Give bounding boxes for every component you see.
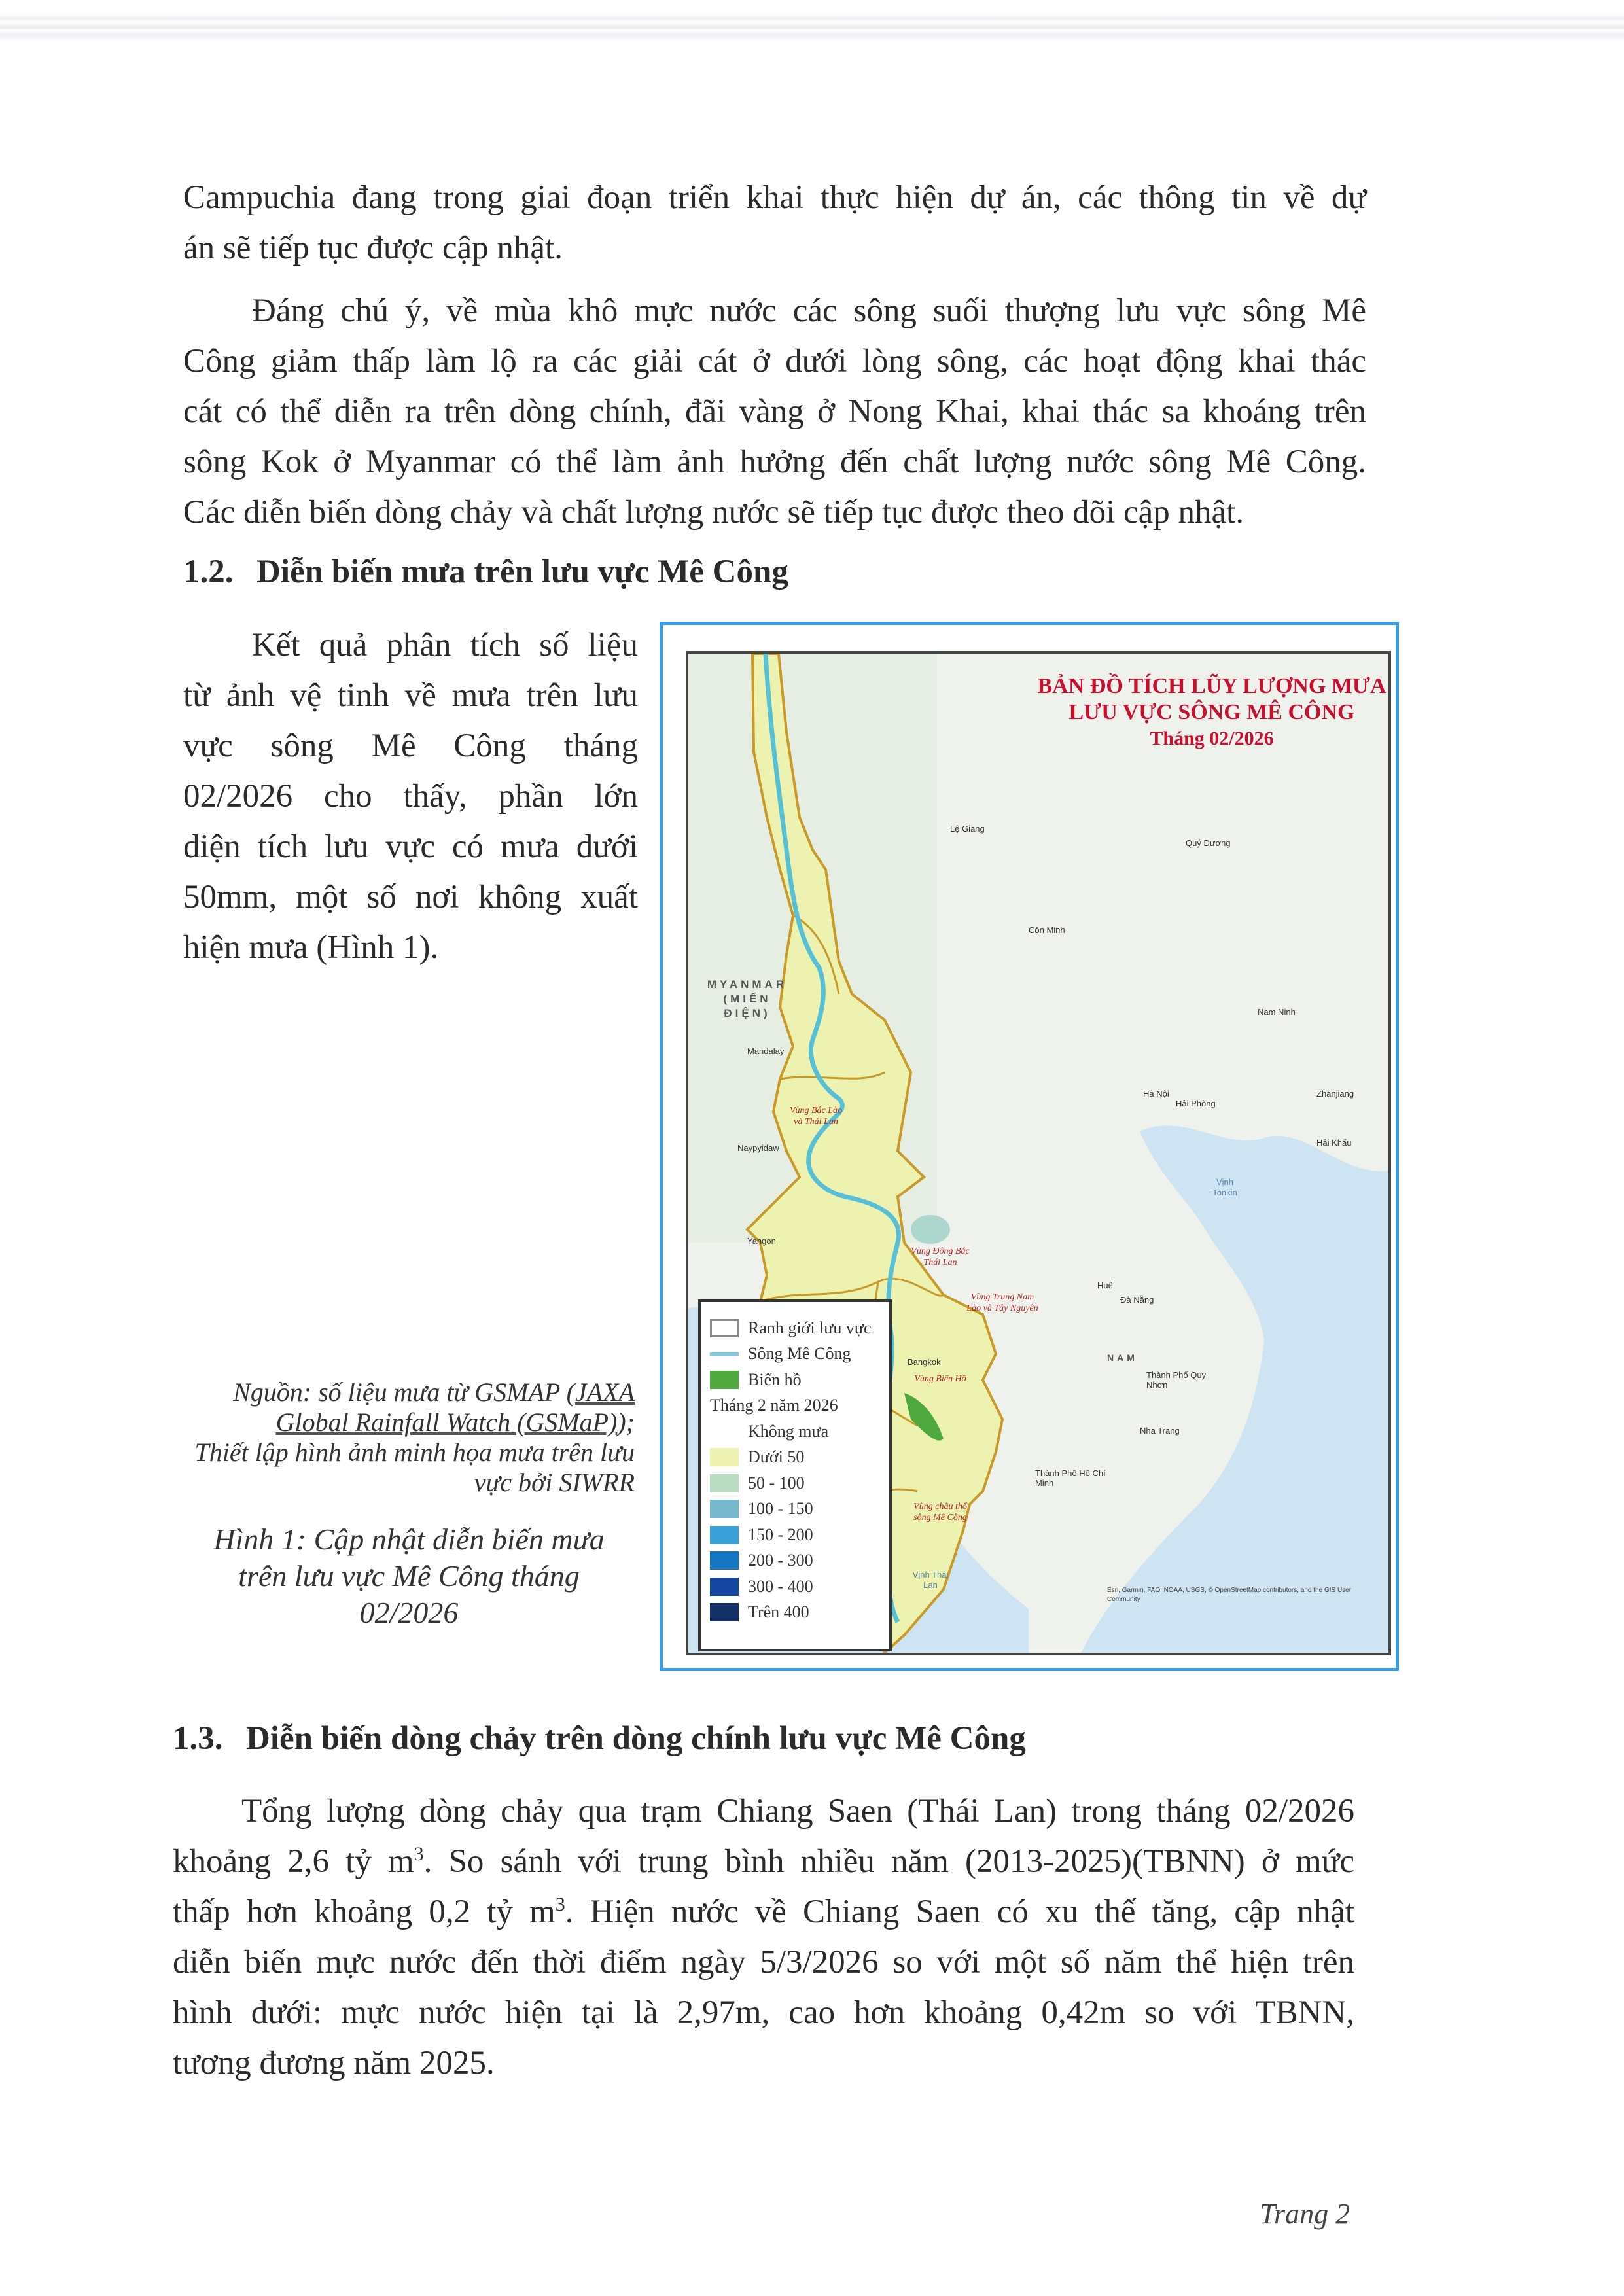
label-myanmar: MYANMAR (MIẾN ĐIỆN): [707, 978, 788, 1019]
label-hue: Huế: [1097, 1280, 1113, 1290]
label-bangkok: Bangkok: [908, 1357, 941, 1367]
figure-caption: [183, 1521, 635, 1631]
region-label-central-south-laos: Vùng Trung Nam Lào và Tây Nguyên: [966, 1292, 1038, 1313]
label-quy-duong: Quý Dương: [1186, 838, 1231, 848]
legend-label: 50 - 100: [748, 1473, 805, 1492]
section-heading-1-2: [183, 553, 788, 591]
text-segment: khoảng 2,6 tỷ m: [173, 1843, 414, 1880]
scan-header-artifact: [0, 14, 1624, 41]
rainfall-map: [686, 651, 1391, 1655]
section-number: 1.3.: [173, 1720, 223, 1757]
text-segment: hình dưới: mực nước hiện tại là 2,97m, cao hơn khoảng 0,42m so với TBNN,: [173, 1994, 1354, 2031]
region-label-tonle-sap: Vùng Biển Hồ: [914, 1374, 966, 1384]
superscript: 3: [414, 1843, 424, 1865]
source-prefix: Nguồn: số liệu mưa từ GSMAP (: [233, 1377, 575, 1407]
region-label-mekong-delta: Vùng châu thổ sông Mê Công: [913, 1502, 967, 1523]
text-line: Kết quả phân tích số liệu: [252, 627, 638, 663]
map-title-date: Tháng 02/2026: [1150, 728, 1274, 749]
rain-class-swatch-icon: [710, 1526, 739, 1544]
text-line: từ ảnh vệ tinh về mưa trên lưu: [183, 677, 638, 714]
source-link[interactable]: JAXA Global Rainfall Watch (GSMaP): [275, 1377, 635, 1437]
legend-label: Ranh giới lưu vực: [748, 1318, 872, 1337]
map-attribution: Esri, Garmin, FAO, NOAA, USGS, © OpenStreetMap contributors, and the GIS User Community: [1107, 1587, 1352, 1603]
text-line: 02/2026 cho thấy, phần lớn: [183, 778, 638, 815]
source-suffix: );: [617, 1407, 635, 1437]
text-line: Campuchia đang trong giai đoạn triển khai thực hiện dự án, các thông tin về dự: [183, 179, 1366, 216]
label-gulf-tonkin: Vịnh Tonkin: [1212, 1177, 1237, 1197]
legend-item-boundary: [710, 1315, 883, 1341]
rainfall-summary-paragraph: [183, 620, 638, 973]
label-lijiang: Lệ Giang: [950, 824, 985, 834]
text-line: vực sông Mê Công tháng: [183, 728, 638, 764]
text-line: diện tích lưu vực có mưa dưới: [183, 828, 638, 865]
section-heading-1-3: [173, 1720, 1026, 1757]
river-line-icon: [710, 1352, 739, 1356]
legend-item-lake: [710, 1367, 883, 1393]
text-line: Đáng chú ý, về mùa khô mực nước các sông suối thượng lưu vực sông Mê: [252, 292, 1366, 329]
legend-label: 150 - 200: [748, 1525, 813, 1544]
region-label-north-laos-thailand: Vùng Bắc Lào và Thái Lan: [789, 1106, 843, 1127]
legend-period-heading: Tháng 2 năm 2026: [710, 1396, 838, 1415]
paragraph-continuation: [183, 173, 1366, 274]
label-quy-nhon: Thành Phố Quy Nhơn: [1146, 1370, 1207, 1390]
label-yangon: Yangon: [747, 1236, 776, 1246]
text-line: [173, 1887, 1354, 1937]
legend-class-item: [710, 1445, 883, 1471]
text-line: Công giảm thấp làm lộ ra các giải cát ở dưới lòng sông, các hoạt động khai thác: [183, 343, 1366, 380]
paragraph-dry-season: [183, 286, 1366, 538]
text-line: [173, 1988, 1354, 2038]
legend-class-item: [710, 1574, 883, 1600]
source-rest: Thiết lập hình ảnh minh họa mưa trên lưu vực bởi SIWRR: [194, 1438, 635, 1497]
rain-class-swatch-icon: [710, 1500, 739, 1518]
rain-class-swatch-icon: [710, 1551, 739, 1570]
legend-class-item: [710, 1470, 883, 1496]
text-line: [173, 1937, 1354, 1988]
boundary-swatch-icon: [710, 1319, 739, 1337]
legend-class-item: [710, 1496, 883, 1523]
legend-label: Không mưa: [748, 1421, 829, 1441]
flow-summary-paragraph: [173, 1786, 1354, 2089]
map-legend: [698, 1299, 892, 1651]
legend-label: Biển hồ: [748, 1369, 802, 1389]
label-nam: NAM: [1107, 1352, 1138, 1363]
map-title-line: LƯU VỰC SÔNG MÊ CÔNG: [1068, 700, 1355, 724]
map-title-line: BẢN ĐỒ TÍCH LŨY LƯỢNG MƯA: [1037, 674, 1386, 698]
rain-class-swatch-icon: [710, 1474, 739, 1492]
legend-label: 200 - 300: [748, 1551, 813, 1570]
label-ha-noi: Hà Nội: [1143, 1089, 1169, 1099]
rain-50-100-patch: [911, 1215, 950, 1244]
caption-line: trên lưu vực Mê Công tháng: [238, 1559, 580, 1593]
text-segment: . So sánh với trung bình nhiều năm (2013-2025)(TBNN) ở mức: [423, 1843, 1354, 1880]
legend-class-item: [710, 1600, 883, 1626]
text-line: 50mm, một số nơi không xuất: [183, 879, 638, 915]
map-title: [1029, 673, 1391, 752]
lake-swatch-icon: [710, 1371, 739, 1389]
text-line: án sẽ tiếp tục được cập nhật.: [183, 230, 563, 266]
text-line: [173, 1786, 1354, 1837]
label-naypyidaw: Naypyidaw: [737, 1143, 779, 1153]
section-title: Diễn biến dòng chảy trên dòng chính lưu vực Mê Công: [246, 1720, 1026, 1757]
text-segment: thấp hơn khoảng 0,2 tỷ m: [173, 1894, 556, 1930]
label-nha-trang: Nha Trang: [1140, 1426, 1180, 1436]
label-gulf-thailand: Vịnh Thái Lan: [912, 1570, 949, 1590]
legend-classes: [710, 1419, 883, 1625]
text-line: [173, 2038, 1354, 2089]
region-label-northeast-thailand: Vùng Đông Bắc Thái Lan: [911, 1246, 970, 1267]
caption-line: Hình 1: Cập nhật diễn biến mưa: [213, 1523, 605, 1556]
legend-label: Sông Mê Công: [748, 1344, 851, 1364]
text-line: Các diễn biến dòng chảy và chất lượng nước sẽ tiếp tục được theo dõi cập nhật.: [183, 494, 1244, 531]
rain-class-swatch-icon: [710, 1578, 739, 1596]
label-hai-khau: Hải Khẩu: [1316, 1138, 1352, 1148]
text-segment: tương đương năm 2025.: [173, 2045, 495, 2081]
text-segment: diễn biến mực nước đến thời điểm ngày 5/3/2026 so với một số năm thể hiện trên: [173, 1944, 1354, 1981]
label-hai-phong: Hải Phòng: [1176, 1099, 1216, 1108]
legend-label: Dưới 50: [748, 1447, 805, 1467]
legend-class-item: [710, 1548, 883, 1574]
section-title: Diễn biến mưa trên lưu vực Mê Công: [256, 554, 788, 590]
text-line: [173, 1837, 1354, 1887]
legend-label: 100 - 150: [748, 1499, 813, 1519]
rain-class-swatch-icon: [710, 1422, 739, 1441]
figure-source-caption: [183, 1377, 635, 1498]
legend-item-river: [710, 1341, 883, 1368]
legend-class-item: [710, 1522, 883, 1548]
label-hcm: Thành Phố Hồ Chí Minh: [1035, 1468, 1106, 1488]
label-mandalay: Mandalay: [747, 1046, 785, 1056]
caption-line: 02/2026: [359, 1596, 459, 1629]
label-da-nang: Đà Nẵng: [1120, 1295, 1154, 1305]
label-nam-ninh: Nam Ninh: [1258, 1007, 1296, 1017]
legend-label: Trên 400: [748, 1602, 809, 1622]
text-segment: . Hiện nước về Chiang Saen có xu thế tăng, cập nhật: [565, 1894, 1354, 1930]
rain-class-swatch-icon: [710, 1448, 739, 1466]
rain-class-swatch-icon: [710, 1603, 739, 1621]
page-number: Trang 2: [1260, 2198, 1350, 2230]
legend-class-item: [710, 1419, 883, 1445]
label-con-minh: Côn Minh: [1029, 925, 1065, 935]
text-line: hiện mưa (Hình 1).: [183, 929, 439, 966]
text-line: sông Kok ở Myanmar có thể làm ảnh hưởng đến chất lượng nước sông Mê Công.: [183, 444, 1366, 480]
text-segment: Tổng lượng dòng chảy qua trạm Chiang Saen (Thái Lan) trong tháng 02/2026: [241, 1793, 1354, 1829]
text-line: cát có thể diễn ra trên dòng chính, đãi vàng ở Nong Khai, khai thác sa khoáng trên: [183, 393, 1366, 430]
section-number: 1.2.: [183, 554, 234, 590]
label-zhanjiang: Zhanjiang: [1316, 1089, 1354, 1099]
superscript: 3: [555, 1894, 565, 1915]
legend-label: 300 - 400: [748, 1576, 813, 1596]
